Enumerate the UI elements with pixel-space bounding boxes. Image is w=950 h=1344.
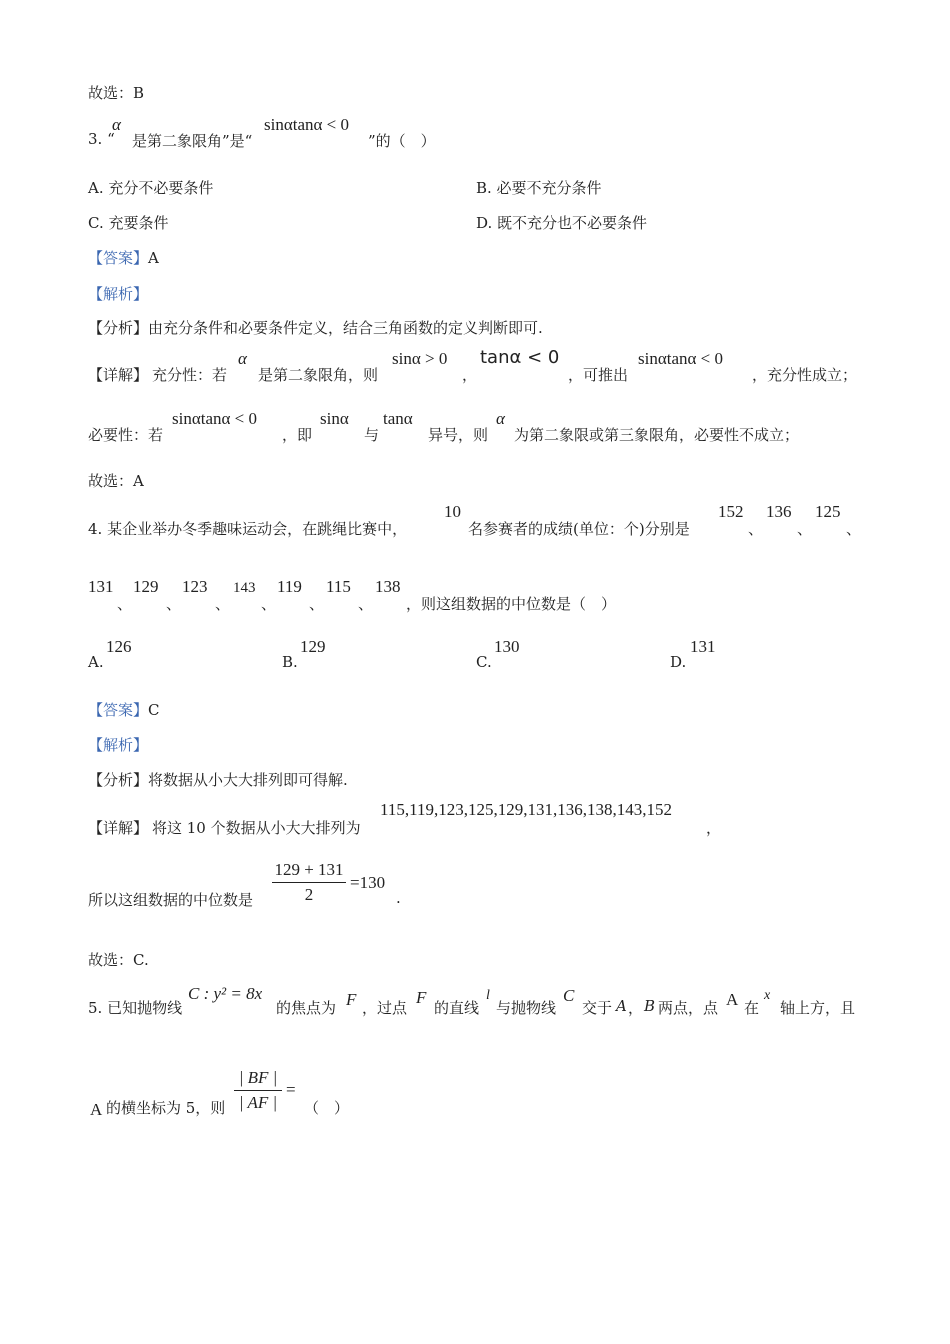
q5-stem: ，过点 (362, 999, 408, 1017)
q4-value: 123 (182, 577, 208, 596)
q4-answer-summary: 故选：C. (88, 951, 149, 969)
q4-value: 143 (233, 580, 256, 596)
answer-value: C (148, 701, 160, 719)
q3-stem-tail: ”的（ ） (368, 132, 436, 150)
q4-median-result: =130 (350, 873, 386, 892)
q5-stem: 两点，点 (658, 999, 719, 1017)
q4-option-b-label: B. (282, 653, 298, 671)
fraction-numerator: | BF | (238, 1068, 278, 1087)
q4-separator: 、 (215, 595, 231, 613)
q5-stem: 与抛物线 (496, 999, 557, 1017)
q3-detail-text: 充分性：若 (152, 366, 228, 384)
q3-expression: sinαtanα < 0 (264, 115, 350, 134)
q3-option-c: C. 充要条件 (88, 214, 169, 232)
q5-point-a: A (90, 1100, 103, 1119)
q4-median-fraction (272, 860, 346, 905)
q4-option-a-label: A. (88, 653, 104, 671)
q3-detail-text: 为第二象限或第三象限角，必要性不成立； (514, 426, 800, 444)
q4-stem: 4. 某企业举办冬季趣味运动会，在跳绳比赛中， (88, 520, 408, 538)
q5-point-a: A (726, 990, 739, 1009)
q4-stem: 名参赛者的成绩(单位：个)分别是 (468, 520, 690, 538)
q3-option-b: B. 必要不充分条件 (476, 179, 602, 197)
answer-tag: 【答案】 (88, 249, 149, 267)
q4-median-text: 所以这组数据的中位数是 (88, 891, 254, 909)
q3-alpha: α (112, 115, 121, 134)
q4-sorted-values: 115,119,123,125,129,131,136,138,143,152 (380, 800, 672, 819)
q4-separator: 、 (117, 595, 133, 613)
q5-equals: = (286, 1080, 296, 1099)
q4-separator: 、 (166, 595, 182, 613)
fraction-denominator: 2 (304, 885, 314, 904)
q4-option-c-value: 130 (494, 637, 520, 656)
q5-stem: 在 (744, 999, 760, 1017)
q3-option-a: A. 充分不必要条件 (88, 179, 214, 197)
q4-separator: 、 (261, 595, 277, 613)
q4-option-d-label: D. (670, 653, 687, 671)
q5-symbol-f: F (346, 990, 357, 1009)
answer-tag: 【答案】 (88, 701, 149, 719)
analysis-tag: 【分析】 (88, 319, 149, 337)
fraction-bar (272, 882, 346, 883)
q5-paren: （ ） (304, 1099, 350, 1117)
analysis-text: 将数据从小大大排列即可得解. (148, 771, 348, 789)
q5-stem: 的直线 (434, 999, 480, 1017)
q5-stem: 交于 (582, 999, 613, 1017)
analysis-tag: 【分析】 (88, 771, 149, 789)
q3-detail-text: 与 (364, 426, 380, 444)
q5-symbol-l: l (486, 988, 490, 1003)
q4-value: 152 (718, 502, 744, 521)
answer-value: A (148, 249, 159, 267)
q3-detail-expr: tanα (383, 409, 413, 428)
q4-value: 115 (326, 577, 351, 596)
answer-summary-q2: 故选：B (88, 84, 145, 102)
q3-detail-expr: sinαtanα < 0 (638, 349, 724, 368)
q4-option-b-value: 129 (300, 637, 326, 656)
q4-stem-tail: ，则这组数据的中位数是（ ） (406, 595, 617, 613)
detail-tag: 【详解】 (88, 819, 149, 837)
q4-period: . (396, 889, 401, 907)
q4-value: 119 (277, 577, 302, 596)
q3-detail-text: ，充分性成立； (752, 366, 858, 384)
q4-value: 131 (88, 577, 114, 596)
q4-detail-comma: ， (706, 819, 722, 837)
q3-jiexi-tag: 【解析】 (88, 285, 149, 303)
q5-stem: 5. 已知抛物线 (88, 999, 183, 1017)
q4-separator: 、 (309, 595, 325, 613)
q4-jiexi-tag: 【解析】 (88, 736, 149, 754)
q4-value: 129 (133, 577, 159, 596)
q5-stem: 轴上方，且 (780, 999, 856, 1017)
q4-answer-line (88, 699, 160, 720)
q3-detail-text: ，即 (282, 426, 313, 444)
q3-detail-expr: tanα < 0 (480, 347, 560, 368)
analysis-text: 由充分条件和必要条件定义，结合三角函数的定义判断即可. (148, 319, 543, 337)
q4-separator: 、 (748, 520, 764, 538)
q3-answer-line (88, 247, 159, 268)
q3-detail-text: ，可推出 (568, 366, 629, 384)
q4-option-c-label: C. (476, 653, 492, 671)
q4-analysis (88, 769, 348, 790)
q3-answer-summary: 故选：A (88, 472, 144, 490)
q4-value: 125 (815, 502, 841, 521)
q3-detail-expr: sinα > 0 (392, 349, 448, 368)
q4-detail-text: 将这 10 个数据从小大大排列为 (152, 819, 361, 837)
q3-stem-part: 是第二象限角”是“ (132, 132, 253, 150)
q5-symbol-f: F (416, 988, 427, 1007)
q5-stem: 的焦点为 (276, 999, 337, 1017)
q4-option-d-value: 131 (690, 637, 716, 656)
q4-separator: 、 (358, 595, 374, 613)
q3-detail-alpha: α (238, 349, 247, 368)
q3-analysis (88, 317, 543, 338)
q5-symbol-c: C (563, 986, 575, 1005)
q5-axis-x: x (764, 988, 771, 1003)
q5-fraction (234, 1068, 282, 1113)
q4-separator: 、 (797, 520, 813, 538)
fraction-denominator: | AF | (238, 1093, 278, 1112)
q3-detail-expr: sinα (320, 409, 349, 428)
fraction-numerator: 129 + 131 (274, 860, 344, 879)
q3-detail-alpha: α (496, 409, 505, 428)
q3-detail-comma: ， (462, 366, 478, 384)
q3-detail-text: 是第二象限角，则 (258, 366, 379, 384)
q4-count: 10 (444, 502, 461, 521)
detail-tag: 【详解】 (88, 366, 149, 384)
q4-value: 136 (766, 502, 792, 521)
q5-stem: ， (628, 999, 644, 1017)
q4-value: 138 (375, 577, 401, 596)
q3-detail-expr: sinαtanα < 0 (172, 409, 258, 428)
q3-detail-text: 异号，则 (428, 426, 489, 444)
q5-point-a: A (616, 997, 627, 1015)
q3-detail-text: 必要性：若 (88, 426, 164, 444)
q5-point-b: B (644, 997, 656, 1015)
q4-option-a-value: 126 (106, 637, 132, 656)
q4-separator: 、 (846, 520, 862, 538)
q5-equation: C : y² = 8x (188, 984, 263, 1003)
q3-number: 3. “ (88, 130, 115, 148)
fraction-bar (234, 1090, 282, 1091)
q3-option-d: D. 既不充分也不必要条件 (476, 214, 648, 232)
q5-stem: 的横坐标为 5，则 (106, 1099, 226, 1117)
